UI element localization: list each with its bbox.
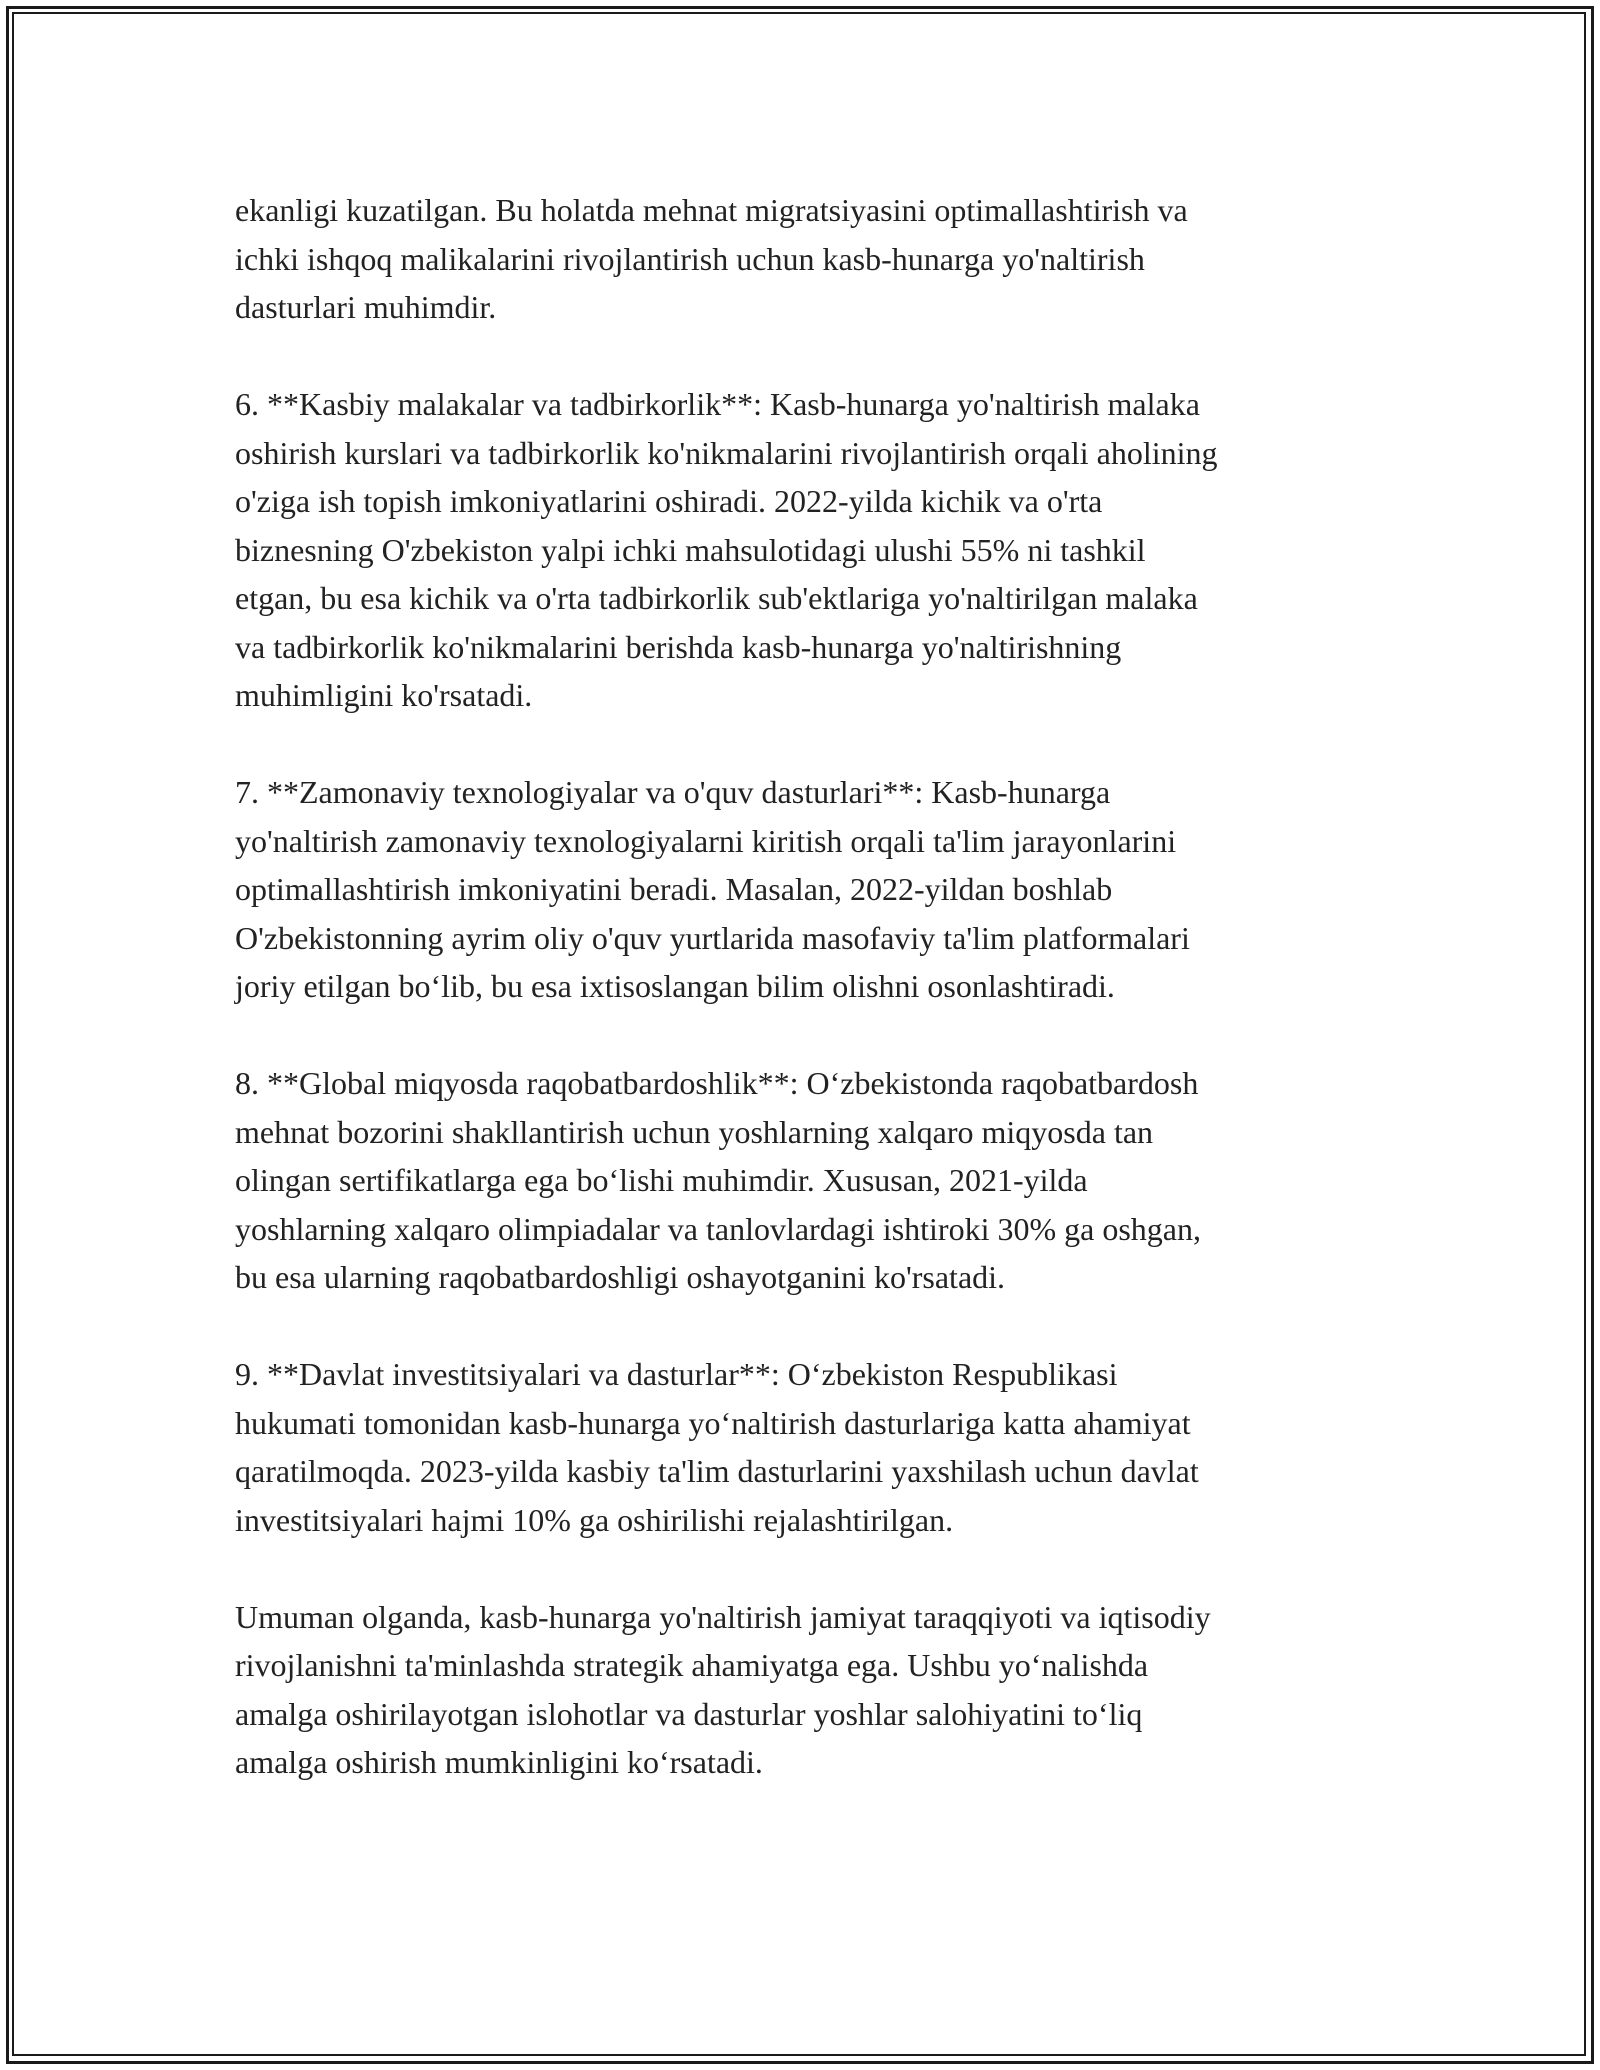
text-line: hukumati tomonidan kasb-hunarga yoʻnaltirish dasturlariga katta ahamiyat bbox=[235, 1404, 1191, 1441]
text-line: optimallashtirish imkoniyatini beradi. Masalan, 2022-yildan boshlab bbox=[235, 871, 1113, 907]
text-line: rivojlanishni ta'minlashda strategik ahamiyatga ega. Ushbu yoʻnalishda bbox=[235, 1647, 1149, 1683]
text-line: 6. **Kasbiy malakalar va tadbirkorlik**: Kasb-hunarga yo'naltirish malaka bbox=[235, 386, 1200, 422]
text-line: dasturlari muhimdir. bbox=[235, 289, 497, 325]
text-line: O'zbekistonning ayrim oliy o'quv yurtlarida masofaviy ta'lim platformalari bbox=[235, 919, 1190, 956]
text-line: joriy etilgan boʻlib, bu esa ixtisoslangan bilim olishni osonlashtiradi. bbox=[235, 968, 1115, 1004]
text-line: 9. **Davlat investitsiyalari va dasturlar**: Oʻzbekiston Respublikasi bbox=[235, 1356, 1118, 1392]
paragraph-conclusion bbox=[235, 1593, 1375, 1787]
text-line: biznesning O'zbekiston yalpi ichki mahsulotidagi ulushi 55% ni tashkil bbox=[235, 531, 1146, 568]
text-line: qaratilmoqda. 2023-yilda kasbiy ta'lim dasturlarini yaxshilash uchun davlat bbox=[235, 1453, 1199, 1489]
text-line: muhimligini ko'rsatadi. bbox=[235, 677, 533, 713]
text-line: oshirish kurslari va tadbirkorlik ko'nikmalarini rivojlantirish orqali aholining bbox=[235, 434, 1218, 471]
text-line: 7. **Zamonaviy texnologiyalar va o'quv dasturlari**: Kasb-hunarga bbox=[235, 774, 1111, 810]
paragraph-continuation bbox=[235, 186, 1375, 332]
text-line: amalga oshirilayotgan islohotlar va dasturlar yoshlar salohiyatini toʻliq bbox=[235, 1695, 1143, 1732]
text-line: Umuman olganda, kasb-hunarga yo'naltirish jamiyat taraqqiyoti va iqtisodiy bbox=[235, 1598, 1211, 1635]
text-line: olingan sertifikatlarga ega boʻlishi muhimdir. Xususan, 2021-yilda bbox=[235, 1162, 1088, 1198]
paragraph-item-6 bbox=[235, 380, 1375, 720]
paragraph-item-8 bbox=[235, 1059, 1375, 1302]
text-line: amalga oshirish mumkinligini koʻrsatadi. bbox=[235, 1744, 763, 1780]
text-line: yo'naltirish zamonaviy texnologiyalarni kiritish orqali ta'lim jarayonlarini bbox=[235, 822, 1177, 859]
text-line: etgan, bu esa kichik va o'rta tadbirkorlik sub'ektlariga yo'naltirilgan malaka bbox=[235, 580, 1198, 616]
paragraph-item-7 bbox=[235, 768, 1375, 1011]
text-line: o'ziga ish topish imkoniyatlarini oshiradi. 2022-yilda kichik va o'rta bbox=[235, 483, 1103, 519]
document-body bbox=[235, 186, 1375, 1835]
text-line: mehnat bozorini shakllantirish uchun yoshlarning xalqaro miqyosda tan bbox=[235, 1113, 1154, 1150]
text-line: 8. **Global miqyosda raqobatbardoshlik**: Oʻzbekistonda raqobatbardosh bbox=[235, 1065, 1199, 1101]
text-line: ichki ishqoq malikalarini rivojlantirish uchun kasb-hunarga yo'naltirish bbox=[235, 240, 1145, 277]
text-line: yoshlarning xalqaro olimpiadalar va tanlovlardagi ishtiroki 30% ga oshgan, bbox=[235, 1210, 1201, 1247]
text-line: ekanligi kuzatilgan. Bu holatda mehnat migratsiyasini optimallashtirish va bbox=[235, 192, 1188, 228]
text-line: investitsiyalari hajmi 10% ga oshirilishi rejalashtirilgan. bbox=[235, 1501, 954, 1538]
text-line: va tadbirkorlik ko'nikmalarini berishda kasb-hunarga yo'naltirishning bbox=[235, 628, 1122, 665]
text-line: bu esa ularning raqobatbardoshligi oshayotganini ko'rsatadi. bbox=[235, 1259, 1006, 1295]
paragraph-item-9 bbox=[235, 1350, 1375, 1544]
